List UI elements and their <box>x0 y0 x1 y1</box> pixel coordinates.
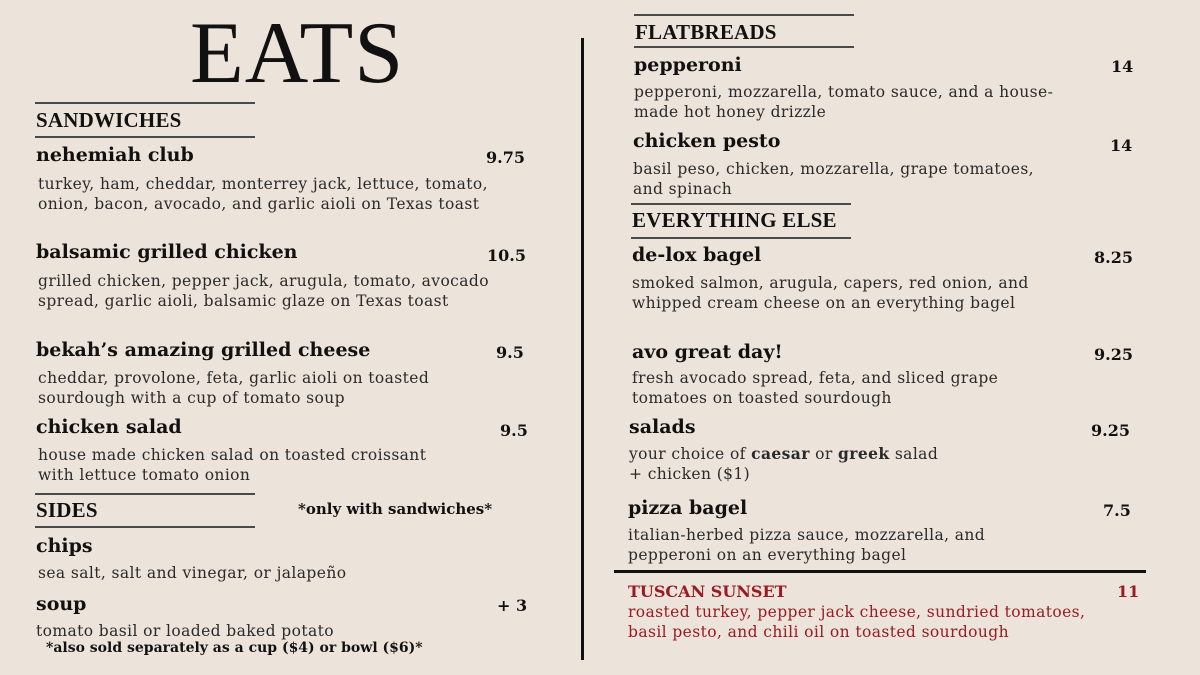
item-name: de-lox bagel <box>632 244 762 266</box>
item-price: 9.5 <box>496 343 524 362</box>
item-name: pepperoni <box>634 54 742 76</box>
item-name: chicken pesto <box>633 130 781 152</box>
item-price: 9.25 <box>1094 345 1133 364</box>
section-heading-everything-else: EVERYTHING ELSE <box>632 208 837 232</box>
section-rule <box>631 237 851 239</box>
special-name: TUSCAN SUNSET <box>628 582 787 601</box>
salads-addon: + chicken ($1) <box>629 465 751 483</box>
salads-desc-text: or <box>809 445 839 463</box>
sides-footnote: *also sold separately as a cup ($4) or bowl ($6)* <box>46 640 423 656</box>
item-name: avo great day! <box>632 341 783 363</box>
item-name: nehemiah club <box>36 144 194 166</box>
item-price: 8.25 <box>1094 248 1133 267</box>
item-description: basil peso, chicken, mozzarella, grape tomatoes, and spinach <box>633 160 1035 198</box>
item-price: 9.5 <box>500 421 528 440</box>
item-description: house made chicken salad on toasted croissant with lettuce tomato onion <box>38 446 427 484</box>
section-rule <box>35 493 255 495</box>
item-name: chicken salad <box>36 416 182 438</box>
sides-note: *only with sandwiches* <box>298 500 493 518</box>
item-price: 10.5 <box>487 246 526 265</box>
column-divider <box>581 38 584 660</box>
item-description: smoked salmon, arugula, capers, red onion, and whipped cream cheese on an everything bagel <box>632 274 1029 312</box>
salads-option-greek: greek <box>838 444 890 463</box>
item-price: 14 <box>1111 57 1134 76</box>
item-name: balsamic grilled chicken <box>36 241 298 263</box>
special-divider <box>614 570 1146 573</box>
section-rule <box>634 46 854 48</box>
salads-desc-text: salad <box>889 445 939 463</box>
item-description: cheddar, provolone, feta, garlic aioli on toasted sourdough with a cup of tomato soup <box>38 369 430 407</box>
item-price: 9.25 <box>1091 421 1130 440</box>
section-heading-sandwiches: SANDWICHES <box>36 108 182 132</box>
special-price: 11 <box>1117 582 1140 601</box>
item-name: chips <box>36 535 93 557</box>
section-heading-flatbreads: FLATBREADS <box>635 20 777 44</box>
item-description: sea salt, salt and vinegar, or jalapeño <box>38 564 347 582</box>
section-rule <box>634 14 854 16</box>
section-rule <box>35 136 255 138</box>
item-price: 7.5 <box>1103 501 1131 520</box>
item-description: italian-herbed pizza sauce, mozzarella, and pepperoni on an everything bagel <box>628 526 986 564</box>
salads-option-caesar: caesar <box>751 444 810 463</box>
special-description: roasted turkey, pepper jack cheese, sundried tomatoes, basil pesto, and chili oil on toasted sourdough <box>628 603 1086 641</box>
menu-title: EATS <box>190 5 405 102</box>
item-description: pepperoni, mozzarella, tomato sauce, and a house-made hot honey drizzle <box>634 83 1054 121</box>
item-price: 9.75 <box>486 148 525 167</box>
item-name: bekah’s amazing grilled cheese <box>36 339 371 361</box>
section-rule <box>35 526 255 528</box>
salads-desc-text: your choice of <box>629 445 752 463</box>
section-heading-sides: SIDES <box>36 498 98 522</box>
item-description <box>629 444 1049 484</box>
section-rule <box>631 203 851 205</box>
item-description: fresh avocado spread, feta, and sliced grape tomatoes on toasted sourdough <box>632 369 999 407</box>
item-price: 14 <box>1110 136 1133 155</box>
item-description: grilled chicken, pepper jack, arugula, tomato, avocado spread, garlic aioli, balsamic glaze on Texas toast <box>38 272 489 310</box>
item-name: soup <box>36 593 87 615</box>
item-name: salads <box>629 416 696 438</box>
item-price: + 3 <box>497 596 528 615</box>
item-description: turkey, ham, cheddar, monterrey jack, lettuce, tomato, onion, bacon, avocado, and garlic aioli on Texas toast <box>38 175 488 213</box>
item-name: pizza bagel <box>628 497 748 519</box>
section-rule <box>35 102 255 104</box>
item-description: tomato basil or loaded baked potato <box>36 622 334 640</box>
